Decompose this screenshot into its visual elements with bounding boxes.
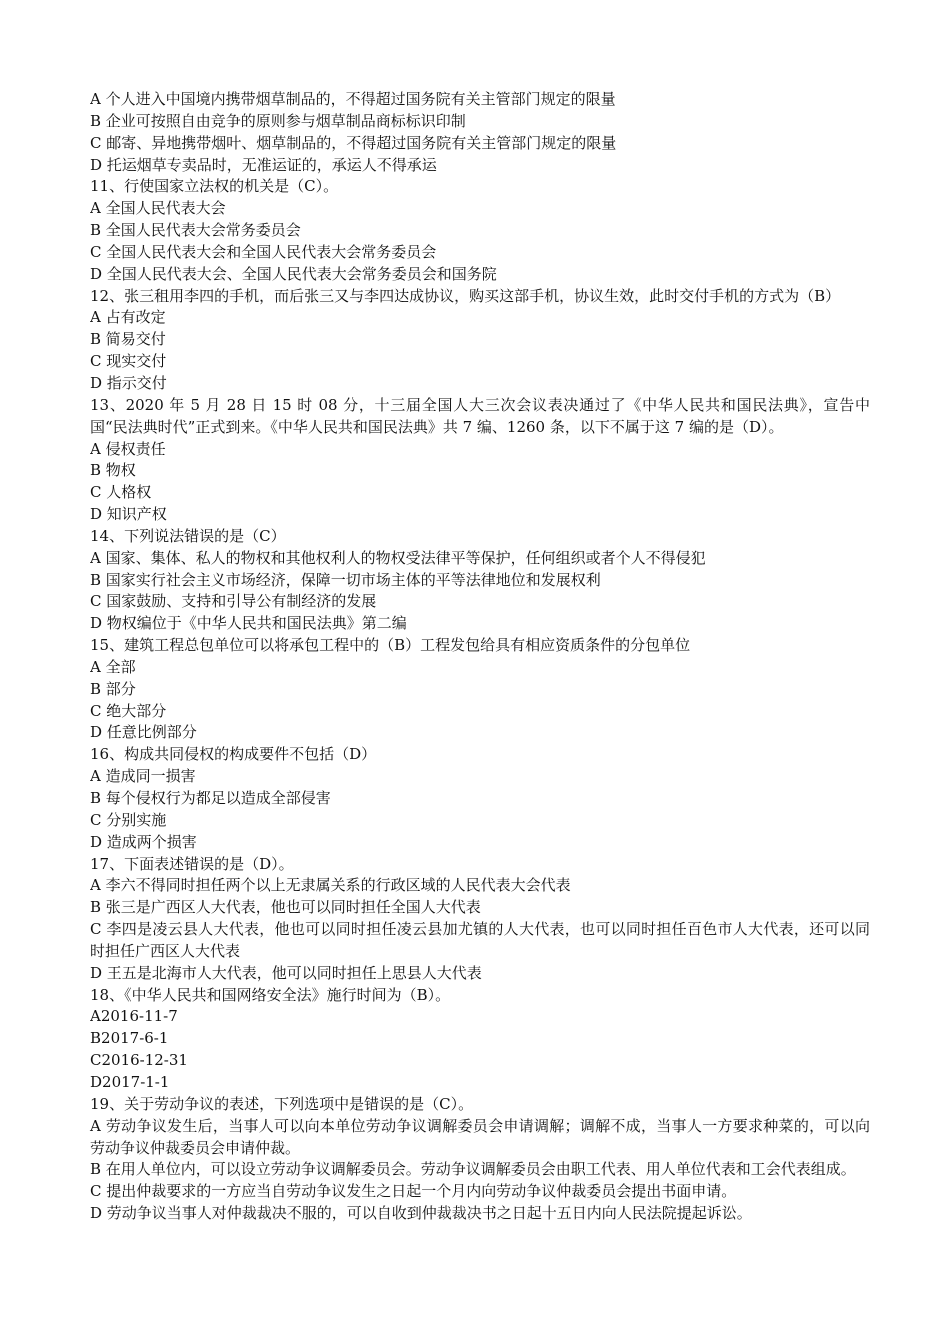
text-line: B 在用人单位内，可以设立劳动争议调解委员会。劳动争议调解委员会由职工代表、用人单位代表和工会代表组成。 bbox=[90, 1160, 856, 1179]
text-line: A 全部 bbox=[90, 657, 136, 676]
text-line: C 现实交付 bbox=[90, 352, 167, 371]
text-line: B 物权 bbox=[90, 461, 136, 480]
text-line: C 人格权 bbox=[90, 483, 152, 502]
question-16: 16、构成共同侵权的构成要件不包括（D） bbox=[90, 745, 377, 764]
text-line: D 造成两个损害 bbox=[90, 832, 197, 851]
question-11: 11、行使国家立法权的机关是（C）。 bbox=[90, 177, 339, 196]
question-14: 14、下列说法错误的是（C） bbox=[90, 526, 286, 545]
text-line: D2017-1-1 bbox=[90, 1072, 170, 1091]
question-12: 12、张三租用李四的手机，而后张三又与李四达成协议，购买这部手机，协议生效，此时交付手机的方式为（B） bbox=[90, 286, 841, 305]
text-line: D 物权编位于《中华人民共和国民法典》第二编 bbox=[90, 614, 407, 633]
text-line: B 部分 bbox=[90, 679, 136, 698]
text-line: A 个人进入中国境内携带烟草制品的，不得超过国务院有关主管部门规定的限量 bbox=[90, 90, 616, 108]
text-line: A 造成同一损害 bbox=[90, 767, 196, 786]
question-13: 13、2020 年 5 月 28 日 15 时 08 分，十三届全国人大三次会议表决通过了《中华人民共和国民法典》，宣告中国“民法典时代”正式到来。《中华人民共和国民法典》共 7 编、1260 条，以下不属于这 7 编的是（D）。 bbox=[90, 395, 870, 436]
text-line: D 知识产权 bbox=[90, 505, 167, 524]
text-line: C 绝大部分 bbox=[90, 701, 167, 720]
text-line: C 分别实施 bbox=[90, 810, 167, 829]
text-line: A 侵权责任 bbox=[90, 439, 166, 458]
text-line: A 全国人民代表大会 bbox=[90, 199, 226, 218]
text-line: C 李四是凌云县人大代表，他也可以同时担任凌云县加尤镇的人大代表，也可以同时担任百色市人大代表，还可以同时担任广西区人大代表 bbox=[90, 920, 870, 960]
text-line: D 任意比例部分 bbox=[90, 723, 197, 742]
text-line: B 简易交付 bbox=[90, 330, 166, 349]
text-line: C 邮寄、异地携带烟叶、烟草制品的，不得超过国务院有关主管部门规定的限量 bbox=[90, 133, 617, 152]
document-body bbox=[90, 89, 870, 1225]
text-line: B 企业可按照自由竞争的原则参与烟草制品商标标识印制 bbox=[90, 111, 466, 130]
text-line: D 全国人民代表大会、全国人民代表大会常务委员会和国务院 bbox=[90, 264, 497, 283]
text-line: A 劳动争议发生后，当事人可以向本单位劳动争议调解委员会申请调解；调解不成，当事人一方要求种菜的，可以向劳动争议仲裁委员会申请仲裁。 bbox=[90, 1116, 870, 1157]
text-line: D 托运烟草专卖品时，无准运证的，承运人不得承运 bbox=[90, 155, 437, 174]
text-line: B 全国人民代表大会常务委员会 bbox=[90, 221, 301, 240]
question-15: 15、建筑工程总包单位可以将承包工程中的（B）工程发包给具有相应资质条件的分包单位 bbox=[90, 636, 691, 655]
text-line: A 李六不得同时担任两个以上无隶属关系的行政区域的人民代表大会代表 bbox=[90, 876, 571, 895]
text-line: B 国家实行社会主义市场经济，保障一切市场主体的平等法律地位和发展权利 bbox=[90, 570, 601, 589]
question-18: 18、《中华人民共和国网络安全法》施行时间为（B）。 bbox=[90, 985, 451, 1004]
text-line: B 张三是广西区人大代表，他也可以同时担任全国人大代表 bbox=[90, 898, 481, 917]
text-line: D 王五是北海市人大代表，他可以同时担任上思县人大代表 bbox=[90, 963, 482, 982]
question-19: 19、关于劳动争议的表述，下列选项中是错误的是（C）。 bbox=[90, 1094, 474, 1113]
text-line: B2017-6-1 bbox=[90, 1029, 169, 1048]
text-line: C2016-12-31 bbox=[90, 1051, 188, 1070]
text-line: D 劳动争议当事人对仲裁裁决不服的，可以自收到仲裁裁决书之日起十五日内向人民法院提起诉讼。 bbox=[90, 1204, 752, 1223]
text-line: B 每个侵权行为都足以造成全部侵害 bbox=[90, 789, 331, 807]
text-line: A 占有改定 bbox=[90, 308, 166, 327]
text-line: A 国家、集体、私人的物权和其他权利人的物权受法律平等保护，任何组织或者个人不得侵犯 bbox=[90, 548, 706, 567]
text-line: C 提出仲裁要求的一方应当自劳动争议发生之日起一个月内向劳动争议仲裁委员会提出书面申请。 bbox=[90, 1182, 737, 1201]
question-17: 17、下面表述错误的是（D）。 bbox=[90, 854, 294, 873]
text-line: C 全国人民代表大会和全国人民代表大会常务委员会 bbox=[90, 242, 437, 261]
text-line: C 国家鼓励、支持和引导公有制经济的发展 bbox=[90, 592, 377, 611]
text-line: D 指示交付 bbox=[90, 373, 167, 392]
text-line: A2016-11-7 bbox=[90, 1007, 178, 1026]
